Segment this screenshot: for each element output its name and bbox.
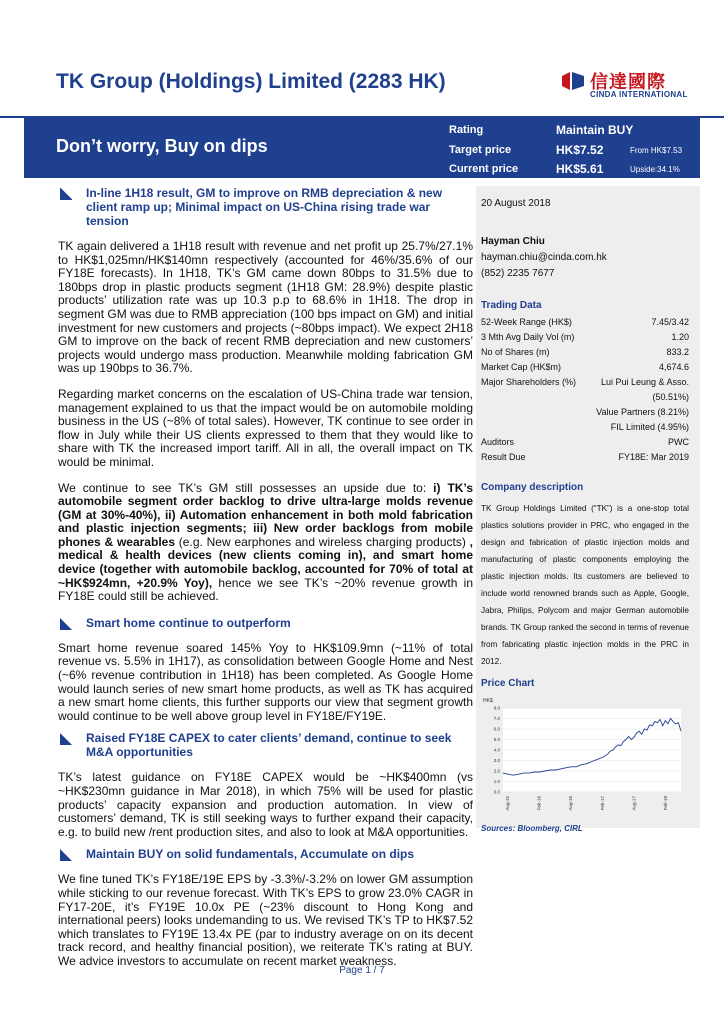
trading-row	[481, 345, 689, 360]
trading-value: FY18E: Mar 2019	[618, 452, 689, 462]
report-title: TK Group (Holdings) Limited (2283 HK)	[56, 70, 446, 93]
section-heading-text: In-line 1H18 result, GM to improve on RMB depreciation & new client ramp up; Minimal impact on US-China rising trade war tension	[86, 186, 443, 228]
target-price-label: Target price	[449, 144, 512, 156]
current-price-value: HK$5.61	[556, 162, 604, 176]
section-heading-maintain-buy	[58, 847, 473, 861]
chart-x-tick-label: Aug-17	[631, 796, 637, 811]
main-column	[58, 186, 473, 969]
trading-data-table	[481, 315, 689, 465]
trading-row	[481, 435, 689, 450]
section-heading-text: Raised FY18E CAPEX to cater clients’ demand, continue to seek M&A opportunities	[86, 731, 452, 760]
trading-value: Lui Pui Leung & Asso.	[600, 377, 689, 387]
chart-y-tick-label: 1.0	[493, 779, 500, 784]
current-price-label: Current price	[449, 163, 519, 175]
analyst-block	[481, 234, 607, 282]
headline-banner	[24, 118, 700, 178]
company-description-heading: Company description	[481, 482, 584, 493]
sidebar	[476, 186, 700, 833]
section-heading-text: Smart home continue to outperform	[86, 615, 291, 630]
chart-x-tick-label: Feb-16	[536, 796, 542, 811]
report-date: 20 August 2018	[481, 198, 551, 209]
page-number: Page 1 / 7	[339, 965, 385, 976]
section-marker-icon	[60, 733, 72, 745]
holder-continued: (50.51%)	[652, 392, 689, 402]
section-heading-results	[58, 186, 473, 228]
rating-label: Rating	[449, 124, 484, 136]
trading-row	[481, 330, 689, 345]
gm-text-e: hence we see TK’s ~20% revenue growth in FY18E could still be achieved.	[58, 575, 473, 604]
target-price-note: From HK$7.53	[630, 146, 683, 155]
trading-key: Auditors	[481, 437, 515, 447]
chart-x-tick-label: Feb-18	[663, 796, 668, 811]
upside-note: Upside:34.1%	[630, 165, 680, 174]
trading-row	[481, 315, 689, 330]
report-headline: Don’t worry, Buy on dips	[56, 136, 268, 156]
analyst-email[interactable]: hayman.chiu@cinda.com.hk	[481, 252, 607, 263]
chart-x-tick-label: Aug-16	[568, 796, 574, 811]
paragraph-trade-war: Regarding market concerns on the escalation of US-China trade war tension, management explained to us that the impact would be on automobile molding business in the US (~8% of total sales). However, TK continue to see order in flow in July while their US clients expressed to them that they would like to share with TK the increased import tariff. All in all, the overall impact on TK would be minimal.	[58, 386, 473, 469]
chart-x-tick-label: Aug-15	[505, 796, 510, 811]
section-heading-capex	[58, 731, 473, 759]
trading-row	[481, 375, 689, 390]
chart-x-tick-label: Feb-17	[599, 796, 605, 811]
chart-y-tick-label: 2.0	[493, 768, 500, 774]
rating-value: Maintain BUY	[556, 123, 634, 137]
gm-text-d: , medical & health devices (new clients coming in), and smart home device (together with automobile backlog, accounted for 70% of total at ~HK$924mn, +20.9% Yoy),	[58, 534, 473, 590]
trading-key: Market Cap (HK$m)	[481, 362, 562, 372]
chart-y-tick-label: 4.0	[493, 747, 500, 753]
paragraph-smart-home: Smart home revenue soared 145% Yoy to HK$109.9mn (~11% of total revenue vs. 5.5% in 1H17), as consolidation between Google Home and Nest (~6% revenue contribution in 1H18) has been completed. As Google Home would launch series of new smart home products, as well as TK has acquired a new smart home clients, this further supports our view that segment growth would continue to be well above group level in FY18E/FY19E.	[58, 640, 473, 723]
cinda-logo-icon	[560, 70, 586, 92]
chart-y-axis-label: HK$	[483, 698, 493, 704]
gm-text-c: (e.g. New earphones and wireless charging products)	[175, 534, 470, 549]
gm-text-a: We continue to see TK’s GM still possesses an upside due to:	[58, 480, 434, 495]
analyst-phone: (852) 2235 7677	[481, 268, 555, 279]
chart-y-tick-label: 3.0	[493, 758, 500, 763]
price-chart-svg	[481, 696, 689, 822]
section-marker-icon	[60, 188, 72, 200]
section-marker-icon	[60, 849, 72, 861]
trading-data-heading: Trading Data	[481, 300, 542, 311]
trading-key: Major Shareholders (%)	[481, 377, 577, 387]
paragraph-maintain-buy: We fine tuned TK’s FY18E/19E EPS by -3.3%/-3.2% on lower GM assumption while sticking to our revenue forecast. With TK’s EPS to grow 23.0% CAGR in FY17-20E, it’s FY19E 10.0x PE (~23% discount to Hong Kong and international peers) looks undemanding to us. We revised TK’s TP to HK$7.52 which translates to FY19E 13.4x PE (par to industry average on on its decent track record, and healthy financial position), we reiterate TK’s rating at BUY. We advice investors to accumulate on recent market weakness.	[58, 872, 473, 968]
chart-y-tick-label: 0.0	[493, 789, 500, 795]
logo-chinese-text: 信達國際	[590, 72, 666, 92]
chart-y-tick-label: 8.0	[493, 705, 500, 711]
trading-value: 833.2	[666, 347, 689, 357]
chart-source: Sources: Bloomberg, CIRL	[481, 824, 583, 833]
trading-key: Result Due	[481, 452, 526, 462]
chart-y-tick-label: 7.0	[493, 716, 500, 721]
price-chart	[481, 696, 689, 822]
holder-continued: Value Partners (8.21%)	[596, 407, 689, 417]
trading-value: 4,674.6	[658, 362, 689, 372]
trading-value: PWC	[668, 437, 689, 447]
trading-key: 3 Mth Avg Daily Vol (m)	[481, 332, 575, 342]
trading-row	[481, 360, 689, 375]
price-chart-heading: Price Chart	[481, 678, 535, 689]
analyst-name: Hayman Chiu	[481, 236, 545, 247]
chart-y-tick-label: 6.0	[493, 726, 500, 732]
trading-key: 52-Week Range (HK$)	[481, 317, 572, 327]
target-price-value: HK$7.52	[556, 143, 604, 157]
chart-y-tick-label: 5.0	[493, 737, 500, 742]
paragraph-capex: TK’s latest guidance on FY18E CAPEX would be ~HK$400mn (vs ~HK$230mn guidance in Mar 2018), in which 75% will be used for plastic products’ capacity expansion and production automation. In view of customers’ demand, TK is still seeking ways to further expand their capacity, e.g. to build new /rent production sites, and also to look at M&A opportunities.	[58, 770, 473, 839]
trading-row	[481, 450, 689, 465]
trading-value: 7.45/3.42	[651, 317, 689, 327]
section-heading-text: Maintain BUY on solid fundamentals, Accumulate on dips	[86, 847, 415, 862]
gm-text-b: i) TK’s automobile segment order backlog to drive ultra-large molds revenue (GM at 30%-40%), ii) Automation enhancement in both mold fabrication and plastic injection segments; iii) New order backlogs from mobile phones & wearables	[58, 480, 473, 549]
section-marker-icon	[60, 618, 72, 630]
trading-value: 1.20	[671, 332, 689, 342]
holder-continued: FIL Limited (4.95%)	[610, 422, 689, 432]
company-description: TK Group Holdings Limited (“TK”) is a one-stop total plastics solutions provider in PRC, who engaged in the design and fabrication of plastic injection molds and manufacturing of plastic components employing the plastic injection molds. Its customers are believed to include world renowned brands such as Apple, Google, Jabra, Philips, Polycom and major German automobile brands. TK Group ranked the second in terms of revenue from fabricating plastic injection molds in the PRC in 2012.	[481, 504, 689, 666]
logo-english-text: CINDA INTERNATIONAL	[590, 90, 688, 99]
trading-key: No of Shares (m)	[481, 347, 550, 357]
paragraph-results: TK again delivered a 1H18 result with revenue and net profit up 25.7%/27.1% to HK$1,025mn/HK$140mn respectively (accounted for 46%/35.6% of our FY18E forecasts). In 1H18, TK’s GM came down 80bps to 31.5% due to 180bps drop in plastic products segment (1H18 GM: 28.9%) despite plastic products’ utilization rate was up 10.3 p.p to 68.6% in 1H18. The drop in segment GM was due to RMB appreciation (100 bps impact on GM) and initial investment for new customers and projects (~80bps impact). We expect 2H18 GM to improve on the back of recent RMB depreciation and new customers’ projects would undergo mass production. Meanwhile molding fabrication GM was up 190bps to 36.7%.	[58, 239, 473, 376]
company-logo	[560, 68, 700, 102]
paragraph-gm-upside	[58, 482, 473, 604]
section-heading-smart-home	[58, 616, 473, 630]
